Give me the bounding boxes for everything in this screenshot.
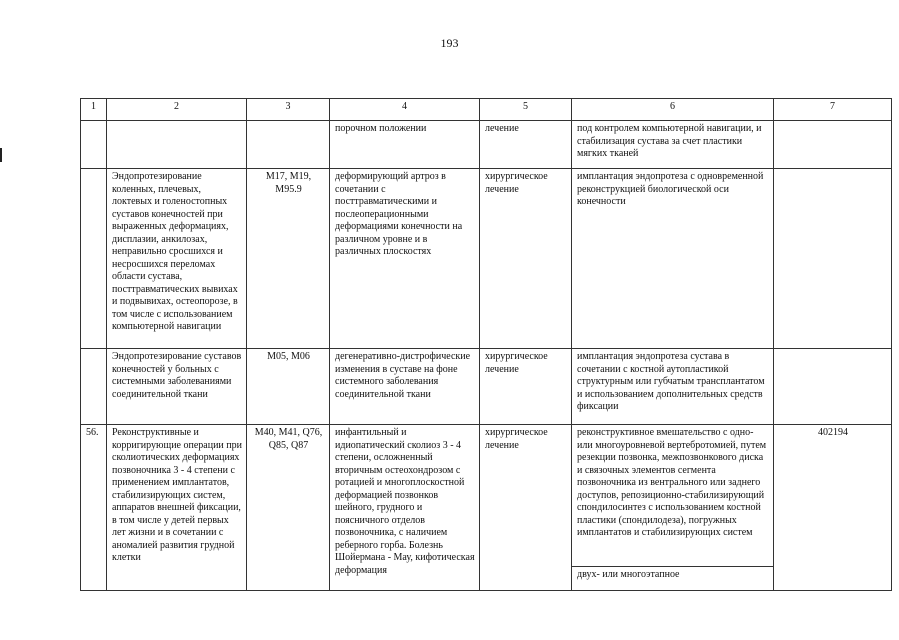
row-number-cell	[81, 349, 107, 425]
cost-cell	[774, 349, 892, 425]
row-number-cell	[81, 169, 107, 349]
treatment-method-cell: имплантация эндопротеза сустава в сочетании с костной аутопластикой структурным или губчатым трансплантатом и использованием дополнительных средств фиксации	[572, 349, 774, 425]
patient-model-cell: деформирующий артроз в сочетании с посттравматическими и послеоперационными деформациями конечности на различном уровне и в различных плоскостях	[330, 169, 480, 349]
patient-model-cell: инфантильный и идиопатический сколиоз 3 - 4 степени, осложненный вторичным остеохондрозом с ротацией и многоплоскостной деформацией позвонков шейного, грудного и поясничного отделов позвоночника, с наличием реберного горба. Болезнь Шойермана - Мау, кифотическая деформация	[330, 425, 480, 591]
column-header: 4	[330, 99, 480, 121]
procedure-name-cell	[107, 121, 247, 169]
column-header: 6	[572, 99, 774, 121]
procedure-name-cell: Эндопротезирование коленных, плечевых, локтевых и голеностопных суставов конечностей при выраженных деформациях, дисплазии, анкилозах, неправильно сросшихся и несросшихся переломах области сустава, посттравматических вывихах и подвывихах, остеопорозе, в том числе с использованием компьютерной навигации	[107, 169, 247, 349]
treatment-type-cell: хирургическое лечение	[480, 425, 572, 591]
margin-mark	[0, 148, 2, 162]
procedure-name-cell: Реконструктивные и корригирующие операции при сколиотических деформациях позвоночника 3 - 4 степени с применением имплантатов, стабилизирующих систем, аппаратов внешней фиксации, в том числе у детей первых лет жизни и в сочетании с аномалией развития грудной клетки	[107, 425, 247, 591]
row-number-cell: 56.	[81, 425, 107, 591]
treatment-type-cell: лечение	[480, 121, 572, 169]
table-row	[81, 169, 892, 349]
column-header: 1	[81, 99, 107, 121]
icd-codes-cell: M17, M19, M95.9	[247, 169, 330, 349]
patient-model-cell: дегенеративно-дистрофические изменения в суставе на фоне системного заболевания соединительной ткани	[330, 349, 480, 425]
page-number: 193	[440, 36, 459, 50]
treatment-type-cell: хирургическое лечение	[480, 169, 572, 349]
table-row	[81, 349, 892, 425]
treatment-method-cell: реконструктивное вмешательство с одно- или многоуровневой вертебротомией, путем резекции позвонка, межпозвонкового диска и связочных элементов сегмента позвоночника из вентрального или заднего доступов, репозиционно-стабилизирующий спондилосинтез с использованием костной пластики (спондилодеза), погружных имплантатов и стабилизирующих систем	[572, 425, 774, 567]
procedures-table	[80, 98, 892, 591]
patient-model-cell: порочном положении	[330, 121, 480, 169]
icd-codes-cell: M40, M41, Q76, Q85, Q87	[247, 425, 330, 591]
column-header: 5	[480, 99, 572, 121]
icd-codes-cell	[247, 121, 330, 169]
table-header-row	[81, 99, 892, 121]
treatment-method-cell: имплантация эндопротеза с одновременной реконструкцией биологической оси конечности	[572, 169, 774, 349]
table-row	[81, 425, 892, 567]
icd-codes-cell: M05, M06	[247, 349, 330, 425]
treatment-method-extra-cell: двух- или многоэтапное	[572, 567, 774, 591]
cost-cell	[774, 121, 892, 169]
cost-cell	[774, 169, 892, 349]
column-header: 3	[247, 99, 330, 121]
procedure-name-cell: Эндопротезирование суставов конечностей у больных с системными заболеваниями соединительной ткани	[107, 349, 247, 425]
column-header: 2	[107, 99, 247, 121]
cost-cell: 402194	[774, 425, 892, 591]
row-number-cell	[81, 121, 107, 169]
column-header: 7	[774, 99, 892, 121]
treatment-type-cell: хирургическое лечение	[480, 349, 572, 425]
treatment-method-cell: под контролем компьютерной навигации, и стабилизация сустава за счет пластики мягких тканей	[572, 121, 774, 169]
table-row	[81, 121, 892, 169]
